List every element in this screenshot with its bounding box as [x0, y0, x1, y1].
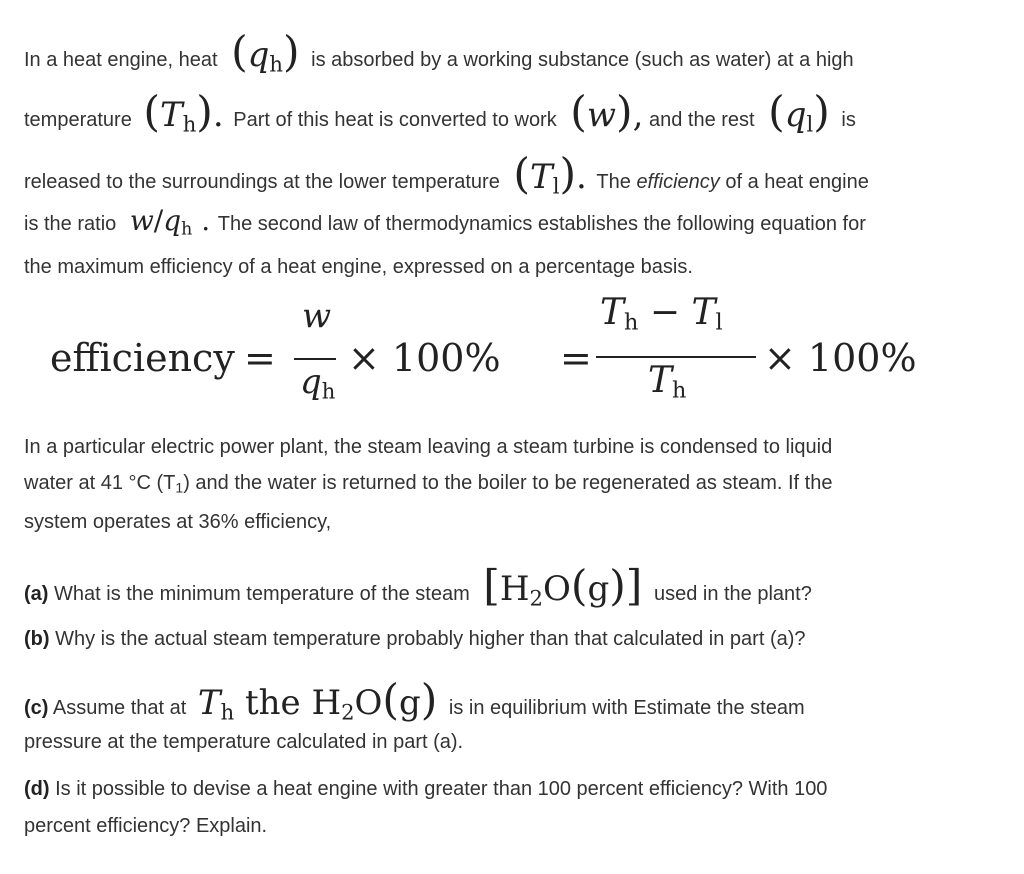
question-a [24, 562, 812, 611]
frac1-bar [294, 358, 336, 360]
p1-line1 [24, 28, 854, 77]
question-d-line2 [24, 815, 267, 838]
text: released to the surroundings at the lower temperature [24, 171, 500, 193]
text: is [841, 109, 856, 131]
p1-line2 [24, 88, 856, 137]
qc-line2: pressure at the temperature calculated in part (a). [24, 731, 464, 753]
qb-text: Why is the actual steam temperature probably higher than that calculated in part (a)? [55, 628, 806, 650]
qd-line2: percent efficiency? Explain. [24, 815, 268, 837]
p1-line5 [24, 256, 693, 279]
qa-label: (a) [24, 583, 49, 605]
p1-line4 [24, 204, 866, 239]
p2-line3 [24, 511, 331, 534]
text: system operates at 36% efficiency, [24, 511, 332, 533]
frac2-numerator: $T_h - T_l$ [600, 292, 723, 336]
question-d [24, 778, 827, 801]
h2o-math: $[H_2O(g)]$ [483, 562, 643, 611]
qb-label: (b) [24, 628, 50, 650]
frac1-numerator: w [302, 296, 332, 336]
qc-tail: is in equilibrium with Estimate the steam [448, 697, 805, 719]
text: Part of this heat is converted to work [233, 109, 557, 131]
qd-label: (d) [24, 778, 50, 800]
p2-line2 [24, 472, 832, 496]
frac1-denominator: $q_h$ [300, 362, 336, 404]
text: The second law of thermodynamics establishes the following equation for [217, 213, 866, 235]
frac2-bar [596, 356, 756, 358]
text: and the rest [648, 109, 755, 131]
qc-label: (c) [24, 697, 49, 719]
question-c-line2 [24, 731, 463, 754]
text: is absorbed by a working substance (such as water) at a high [311, 49, 854, 71]
text: ) and the water is returned to the boiler to be regenerated as steam. If the [183, 472, 833, 494]
text: The [596, 171, 631, 193]
subscript: 1 [175, 479, 184, 496]
th-h2o-math: $T_h$ the $H_2O(g)$ [197, 676, 438, 725]
text: In a particular electric power plant, the steam leaving a steam turbine is condensed to liquid [24, 436, 833, 458]
text: water at 41 °C (T [24, 472, 176, 494]
question-b [24, 628, 806, 651]
qc-text: Assume that at [52, 697, 187, 719]
eq-lhs: efficiency [50, 336, 235, 380]
ql-math: $(q_l)$ [768, 88, 830, 137]
p2-line1 [24, 436, 832, 459]
frac2-denominator: $T_h$ [648, 360, 687, 404]
qa-tail: used in the plant? [653, 583, 812, 605]
text: is the ratio [24, 213, 117, 235]
text: efficiency [636, 171, 720, 193]
eq-times-1: × 100% [348, 336, 501, 380]
p1-line3 [24, 150, 869, 199]
text: temperature [24, 109, 132, 131]
qh-math: $(q_h)$ [231, 28, 300, 77]
qa-text: What is the minimum temperature of the steam [54, 583, 470, 605]
text: In a heat engine, heat [24, 49, 218, 71]
w-math: (w), [570, 88, 644, 137]
eq-equals-2: = [560, 336, 592, 380]
tl-math: $(T_l)$. [513, 150, 587, 199]
qd-text: Is it possible to devise a heat engine with greater than 100 percent efficiency? With 100 [55, 778, 828, 800]
th-math: $(T_h)$. [143, 88, 224, 137]
text: the maximum efficiency of a heat engine, expressed on a percentage basis. [24, 256, 693, 278]
eq-times-2: × 100% [764, 336, 917, 380]
eq-equals-1: = [244, 336, 276, 380]
question-c [24, 676, 805, 725]
problem-text [24, 0, 1004, 874]
efficiency-equation [50, 292, 950, 420]
ratio-math: $w/q_h$ . [129, 204, 211, 240]
text: of a heat engine [725, 171, 869, 193]
